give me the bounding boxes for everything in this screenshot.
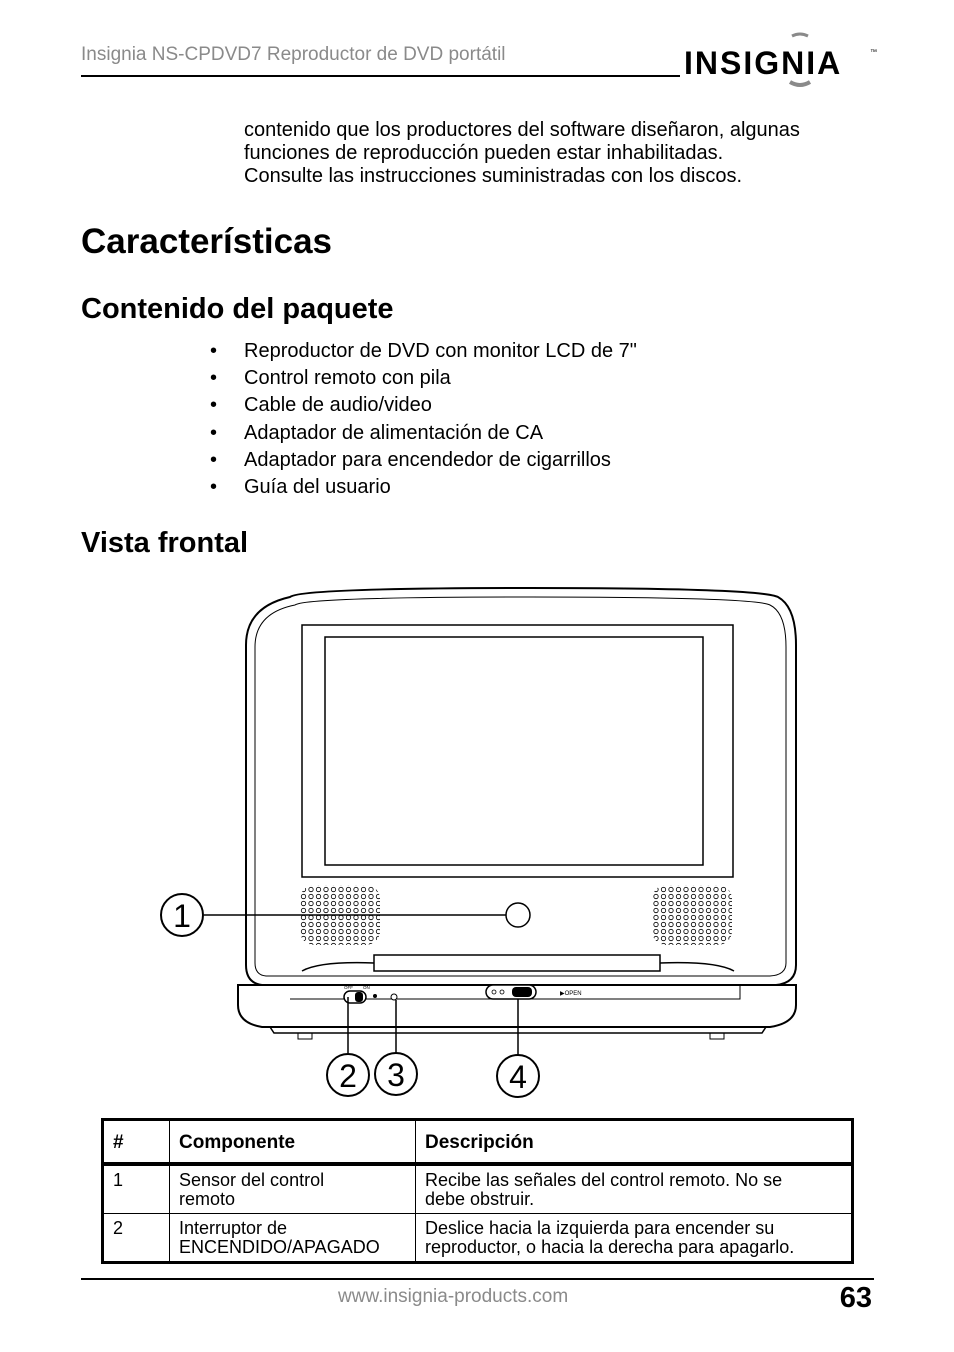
foot-right [710,1033,724,1039]
logo-swoosh-icon [790,82,810,85]
logo-arc-icon [792,34,808,36]
bullet-icon: • [210,475,218,498]
callout-1-label: 1 [173,898,191,934]
intro-line: Consulte las instrucciones suministradas con los discos. [244,165,742,187]
table-row [103,1164,853,1214]
reset-hole [391,994,397,1000]
list-item-text: Guía del usuario [244,475,391,498]
callout-3 [375,1053,417,1095]
row-description-line: debe obstruir. [425,1189,535,1209]
row-number: 1 [103,1164,170,1214]
row-component-line: Sensor del control [179,1170,325,1190]
list-item-text: Cable de audio/video [244,394,432,417]
callout-4-label: 4 [509,1059,527,1095]
list-item-text: Control remoto con pila [244,367,451,390]
row-component-line: Interruptor de [179,1218,288,1238]
list-item [210,474,637,501]
list-item [210,338,637,365]
package-title: Contenido del paquete [81,293,394,325]
footer-url: www.insignia-products.com [338,1286,569,1307]
power-switch-knob [355,992,363,1002]
remote-sensor [506,903,530,927]
intro-line: contenido que los productores del software diseñaron, algunas [244,119,800,141]
table-row [103,1214,853,1263]
list-item-text: Reproductor de DVD con monitor LCD de 7" [244,340,637,362]
callout-2-label: 2 [339,1058,357,1094]
foot-left [298,1033,312,1039]
switch-off-label: OFF [344,985,353,990]
logo-text: INSIGNIA [684,45,843,81]
bullet-icon: • [210,421,218,444]
front-view-diagram [150,585,810,1105]
intro-paragraph [244,119,884,188]
open-slider-knob [512,987,532,997]
switch-on-label: ON [363,985,370,990]
list-item [210,392,637,419]
callout-4 [497,1055,539,1097]
header-rule [81,75,680,77]
components-table [101,1118,854,1264]
footer-rule [81,1278,874,1280]
row-description-line: Deslice hacia la izquierda para encender su [425,1218,775,1238]
table-header-row [103,1120,853,1165]
bullet-icon: • [210,367,218,390]
row-component-line: remoto [179,1189,236,1209]
header-description: Descripción [416,1120,853,1165]
bullet-icon: • [210,340,218,362]
list-item-text: Adaptador de alimentación de CA [244,421,544,444]
row-description-line: reproductor, o hacia la derecha para apagarlo. [425,1237,795,1257]
row-number: 2 [103,1214,170,1263]
front-view-title: Vista frontal [81,527,249,559]
logo-tm: ™ [870,49,877,56]
hinge-bar [374,955,660,971]
header-title: Insignia NS-CPDVD7 Reproductor de DVD portátil [81,44,506,65]
bullet-icon: • [210,448,218,471]
callout-2 [327,1054,369,1096]
power-indicator [373,994,377,998]
page-number: 63 [839,1282,872,1314]
bullet-icon: • [210,394,218,417]
callout-3-label: 3 [387,1057,405,1093]
row-description [416,1214,853,1263]
open-label: ▶OPEN [560,991,582,997]
row-component-line: ENCENDIDO/APAGADO [179,1237,380,1257]
row-description [416,1164,853,1214]
package-list [210,338,637,501]
header-component: Componente [170,1120,416,1165]
row-component [170,1214,416,1263]
list-item [210,447,637,474]
row-description-line: Recibe las señales del control remoto. No se [425,1170,783,1190]
list-item [210,420,637,447]
speaker-right [652,885,732,945]
list-item [210,365,637,392]
list-item-text: Adaptador para encendedor de cigarrillos [244,448,611,471]
insignia-logo [682,32,880,88]
section-title: Características [81,222,332,261]
row-component [170,1164,416,1214]
intro-line: funciones de reproducción pueden estar inhabilitadas. [244,142,724,164]
callout-1 [161,894,203,936]
header-number: # [103,1120,170,1165]
